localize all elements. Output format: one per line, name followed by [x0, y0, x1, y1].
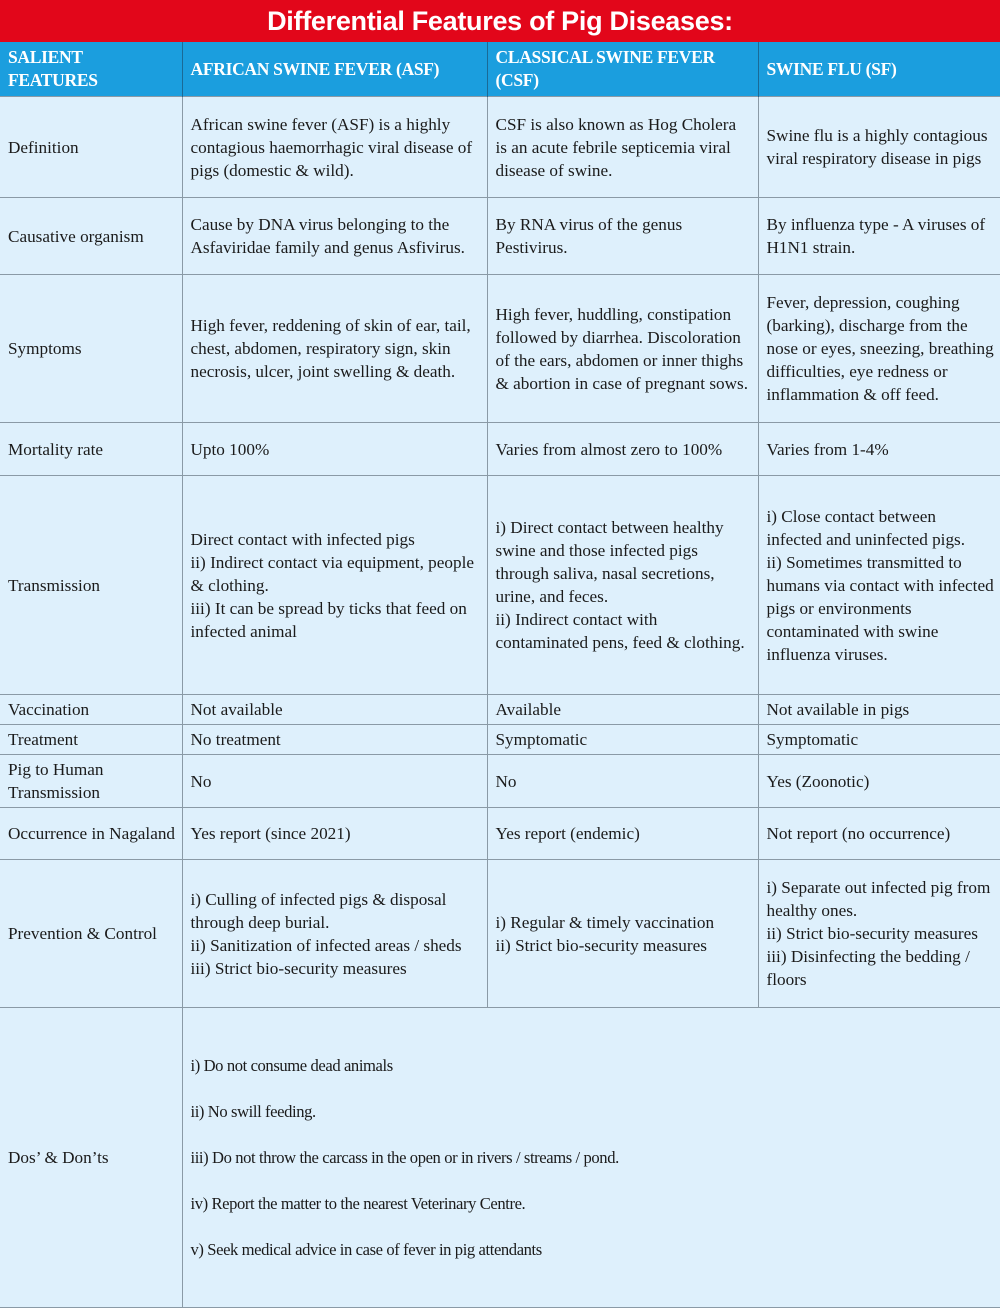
header-asf: AFRICAN SWINE FEVER (ASF) — [182, 42, 487, 97]
csf-cell: By RNA virus of the genus Pestivirus. — [487, 198, 758, 275]
sf-cell: Fever, depression, coughing (barking), discharge from the nose or eyes, sneezing, breathing difficulties, eye redness or inflammation & off feed. — [758, 275, 1000, 423]
feature-label: Pig to Human Transmission — [0, 755, 182, 808]
table-row-pig-to-human-transmission — [0, 755, 1000, 808]
sf-cell: i) Separate out infected pig from healthy ones. ii) Strict bio-security measures iii) Disinfecting the bedding / floors — [758, 860, 1000, 1008]
table-row-transmission — [0, 476, 1000, 695]
asf-cell: i) Culling of infected pigs & disposal through deep burial. ii) Sanitization of infected areas / sheds iii) Strict bio-security measures — [182, 860, 487, 1008]
csf-cell: No — [487, 755, 758, 808]
csf-cell: Varies from almost zero to 100% — [487, 423, 758, 476]
table-row-treatment — [0, 725, 1000, 755]
list-item: iii) Do not throw the carcass in the open or in rivers / streams / pond. — [190, 1148, 619, 1167]
feature-label: Dos’ & Don’ts — [0, 1008, 182, 1308]
table-row-mortality-rate — [0, 423, 1000, 476]
table-row-causative-organism — [0, 198, 1000, 275]
csf-cell: High fever, huddling, constipation followed by diarrhea. Discoloration of the ears, abdomen or inner thighs & abortion in case of pregnant sows. — [487, 275, 758, 423]
header-row — [0, 42, 1000, 97]
header-sf: SWINE FLU (SF) — [758, 42, 1000, 97]
table-row-definition — [0, 97, 1000, 198]
sf-cell: Symptomatic — [758, 725, 1000, 755]
asf-cell: No — [182, 755, 487, 808]
sf-cell: Not available in pigs — [758, 695, 1000, 725]
table-row-symptoms — [0, 275, 1000, 423]
dos-donts-list — [191, 1031, 995, 1284]
feature-label: Definition — [0, 97, 182, 198]
sf-cell: Yes (Zoonotic) — [758, 755, 1000, 808]
header-salient-features: SALIENT FEATURES — [0, 42, 182, 97]
csf-cell: i) Direct contact between healthy swine and those infected pigs through saliva, nasal secretions, urine, and feces. ii) Indirect contact with contaminated pens, feed & clothing. — [487, 476, 758, 695]
feature-label: Prevention & Control — [0, 860, 182, 1008]
sf-cell: i) Close contact between infected and uninfected pigs. ii) Sometimes transmitted to humans via contact with infected pigs or environments contaminated with swine influenza viruses. — [758, 476, 1000, 695]
list-item: iv) Report the matter to the nearest Veterinary Centre. — [190, 1194, 526, 1213]
list-item: v) Seek medical advice in case of fever in pig attendants — [190, 1240, 542, 1259]
asf-cell: Upto 100% — [182, 423, 487, 476]
asf-cell: Direct contact with infected pigs ii) Indirect contact via equipment, people & clothing. iii) It can be spread by ticks that feed on infected animal — [182, 476, 487, 695]
asf-cell: High fever, reddening of skin of ear, tail, chest, abdomen, respiratory sign, skin necrosis, ulcer, joint swelling & death. — [182, 275, 487, 423]
header-csf: CLASSICAL SWINE FEVER (CSF) — [487, 42, 758, 97]
feature-label: Treatment — [0, 725, 182, 755]
table-row-dos-donts — [0, 1008, 1000, 1308]
asf-cell: African swine fever (ASF) is a highly contagious haemorrhagic viral disease of pigs (domestic & wild). — [182, 97, 487, 198]
csf-cell: Available — [487, 695, 758, 725]
sf-cell: Varies from 1-4% — [758, 423, 1000, 476]
list-item: i) Do not consume dead animals — [190, 1056, 393, 1075]
csf-cell: Symptomatic — [487, 725, 758, 755]
table-row-vaccination — [0, 695, 1000, 725]
feature-label: Occurrence in Nagaland — [0, 808, 182, 860]
sf-cell: Not report (no occurrence) — [758, 808, 1000, 860]
csf-cell: Yes report (endemic) — [487, 808, 758, 860]
feature-label: Transmission — [0, 476, 182, 695]
feature-label: Symptoms — [0, 275, 182, 423]
disease-comparison-table — [0, 42, 1000, 1308]
dos-donts-cell — [182, 1008, 1000, 1308]
csf-cell: CSF is also known as Hog Cholera is an acute febrile septicemia viral disease of swine. — [487, 97, 758, 198]
feature-label: Causative organism — [0, 198, 182, 275]
list-item: ii) No swill feeding. — [190, 1102, 316, 1121]
table-row-occurrence-in-nagaland — [0, 808, 1000, 860]
sf-cell: Swine flu is a highly contagious viral respiratory disease in pigs — [758, 97, 1000, 198]
csf-cell: i) Regular & timely vaccination ii) Strict bio-security measures — [487, 860, 758, 1008]
page-title: Differential Features of Pig Diseases: — [0, 0, 1000, 42]
asf-cell: Cause by DNA virus belonging to the Asfaviridae family and genus Asfivirus. — [182, 198, 487, 275]
asf-cell: No treatment — [182, 725, 487, 755]
feature-label: Mortality rate — [0, 423, 182, 476]
table-row-prevention-control — [0, 860, 1000, 1008]
asf-cell: Yes report (since 2021) — [182, 808, 487, 860]
feature-label: Vaccination — [0, 695, 182, 725]
asf-cell: Not available — [182, 695, 487, 725]
sf-cell: By influenza type - A viruses of H1N1 strain. — [758, 198, 1000, 275]
